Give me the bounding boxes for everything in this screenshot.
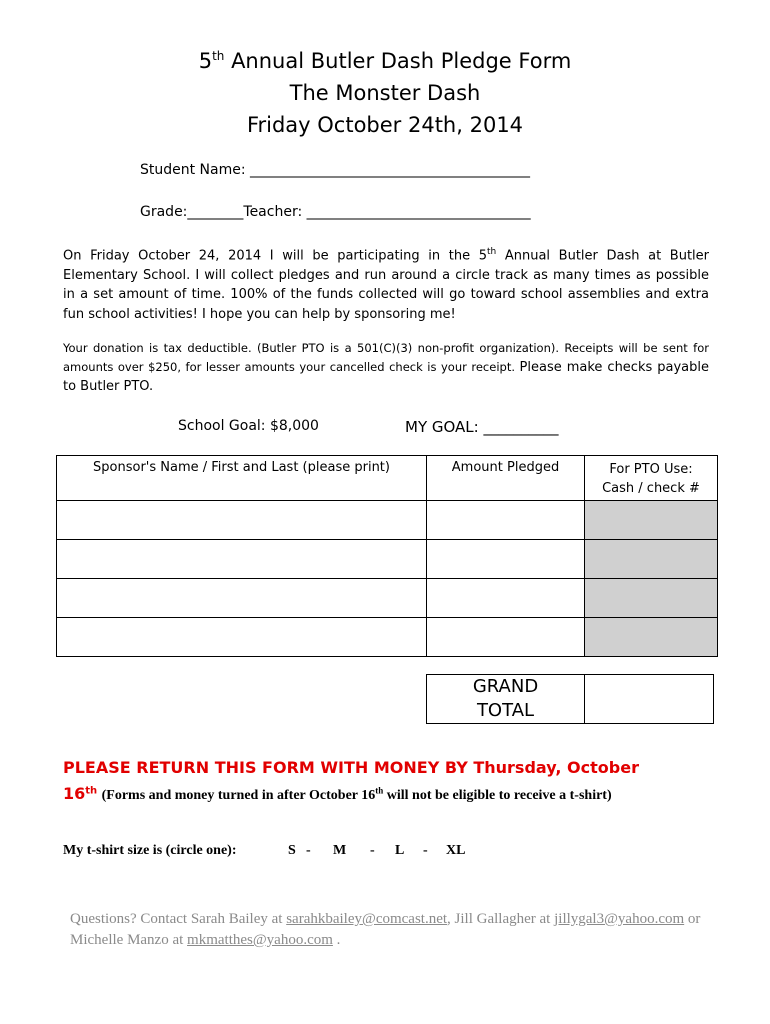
size-option-xl[interactable]: XL — [446, 843, 466, 858]
size-separator: - — [370, 843, 375, 858]
grand-total-table — [426, 674, 714, 724]
amount-pledged-header: Amount Pledged — [427, 456, 585, 501]
tax-note: Your donation is tax deductible. (Butler PTO is a 501(C)(3) non-profit organization). Receipts will be sent for amounts over $250, for lesser amounts your cancelled check is your receipt. Please make checks payable to Butler PTO. — [63, 341, 710, 394]
pto-use-header: For PTO Use: Cash / check # — [585, 456, 718, 501]
contact-info: Questions? Contact Sarah Bailey at sarahkbailey@comcast.net, Jill Gallagher at jillygal3@yahoo.com or Michelle Manzo at mkmatthes@yahoo.com . — [70, 911, 701, 948]
pledge-table — [56, 455, 718, 657]
size-option-m[interactable]: M — [333, 843, 347, 858]
pto-cell — [585, 501, 718, 540]
amount-cell[interactable] — [427, 579, 585, 618]
pto-cell — [585, 579, 718, 618]
sponsor-name-header: Sponsor's Name / First and Last (please print) — [57, 456, 427, 501]
size-separator: - — [306, 843, 311, 858]
form-title: 5th Annual Butler Dash Pledge Form — [198, 49, 572, 73]
email-link-sarah[interactable]: sarahkbailey@comcast.net — [286, 911, 448, 927]
table-row — [57, 540, 718, 579]
return-notice: PLEASE RETURN THIS FORM WITH MONEY BY Thursday, October — [63, 758, 639, 777]
event-date: Friday October 24th, 2014 — [246, 113, 524, 137]
table-row — [57, 618, 718, 657]
return-deadline-note: 16th (Forms and money turned in after October 16th will not be eligible to receive a t-shirt) — [63, 784, 612, 803]
table-row — [57, 501, 718, 540]
sponsor-name-cell[interactable] — [57, 618, 427, 657]
sponsor-name-cell[interactable] — [57, 540, 427, 579]
amount-cell[interactable] — [427, 501, 585, 540]
pto-cell — [585, 540, 718, 579]
email-link-jill[interactable]: jillygal3@yahoo.com — [554, 911, 685, 927]
size-separator: - — [423, 843, 428, 858]
form-subtitle: The Monster Dash — [289, 81, 481, 105]
school-goal: School Goal: $8,000 — [178, 418, 319, 434]
pto-cell — [585, 618, 718, 657]
grand-total-value[interactable] — [585, 675, 714, 724]
student-name-field[interactable]: Student Name: ________________________________________ — [140, 162, 531, 178]
email-link-michelle[interactable]: mkmatthes@yahoo.com — [187, 932, 333, 948]
grand-total-label: GRAND TOTAL — [427, 675, 585, 724]
size-option-l[interactable]: L — [395, 843, 405, 858]
table-row — [57, 579, 718, 618]
amount-cell[interactable] — [427, 540, 585, 579]
intro-paragraph: On Friday October 24, 2014 I will be participating in the 5th Annual Butler Dash at Butler Elementary School. I will collect pledges and run around a circle track as many times as possible in a set amount of time. 100% of the funds collected will go toward school assemblies and extra fun school activities! I hope you can help by sponsoring me! — [63, 247, 709, 322]
size-option-s[interactable]: S — [288, 843, 296, 858]
table-header-row — [57, 456, 718, 501]
my-goal-field[interactable]: MY GOAL: __________ — [405, 418, 559, 436]
sponsor-name-cell[interactable] — [57, 579, 427, 618]
grade-teacher-field[interactable]: Grade:________Teacher: ________________________________ — [140, 204, 531, 220]
tshirt-size-label: My t-shirt size is (circle one): — [63, 843, 237, 858]
sponsor-name-cell[interactable] — [57, 501, 427, 540]
amount-cell[interactable] — [427, 618, 585, 657]
